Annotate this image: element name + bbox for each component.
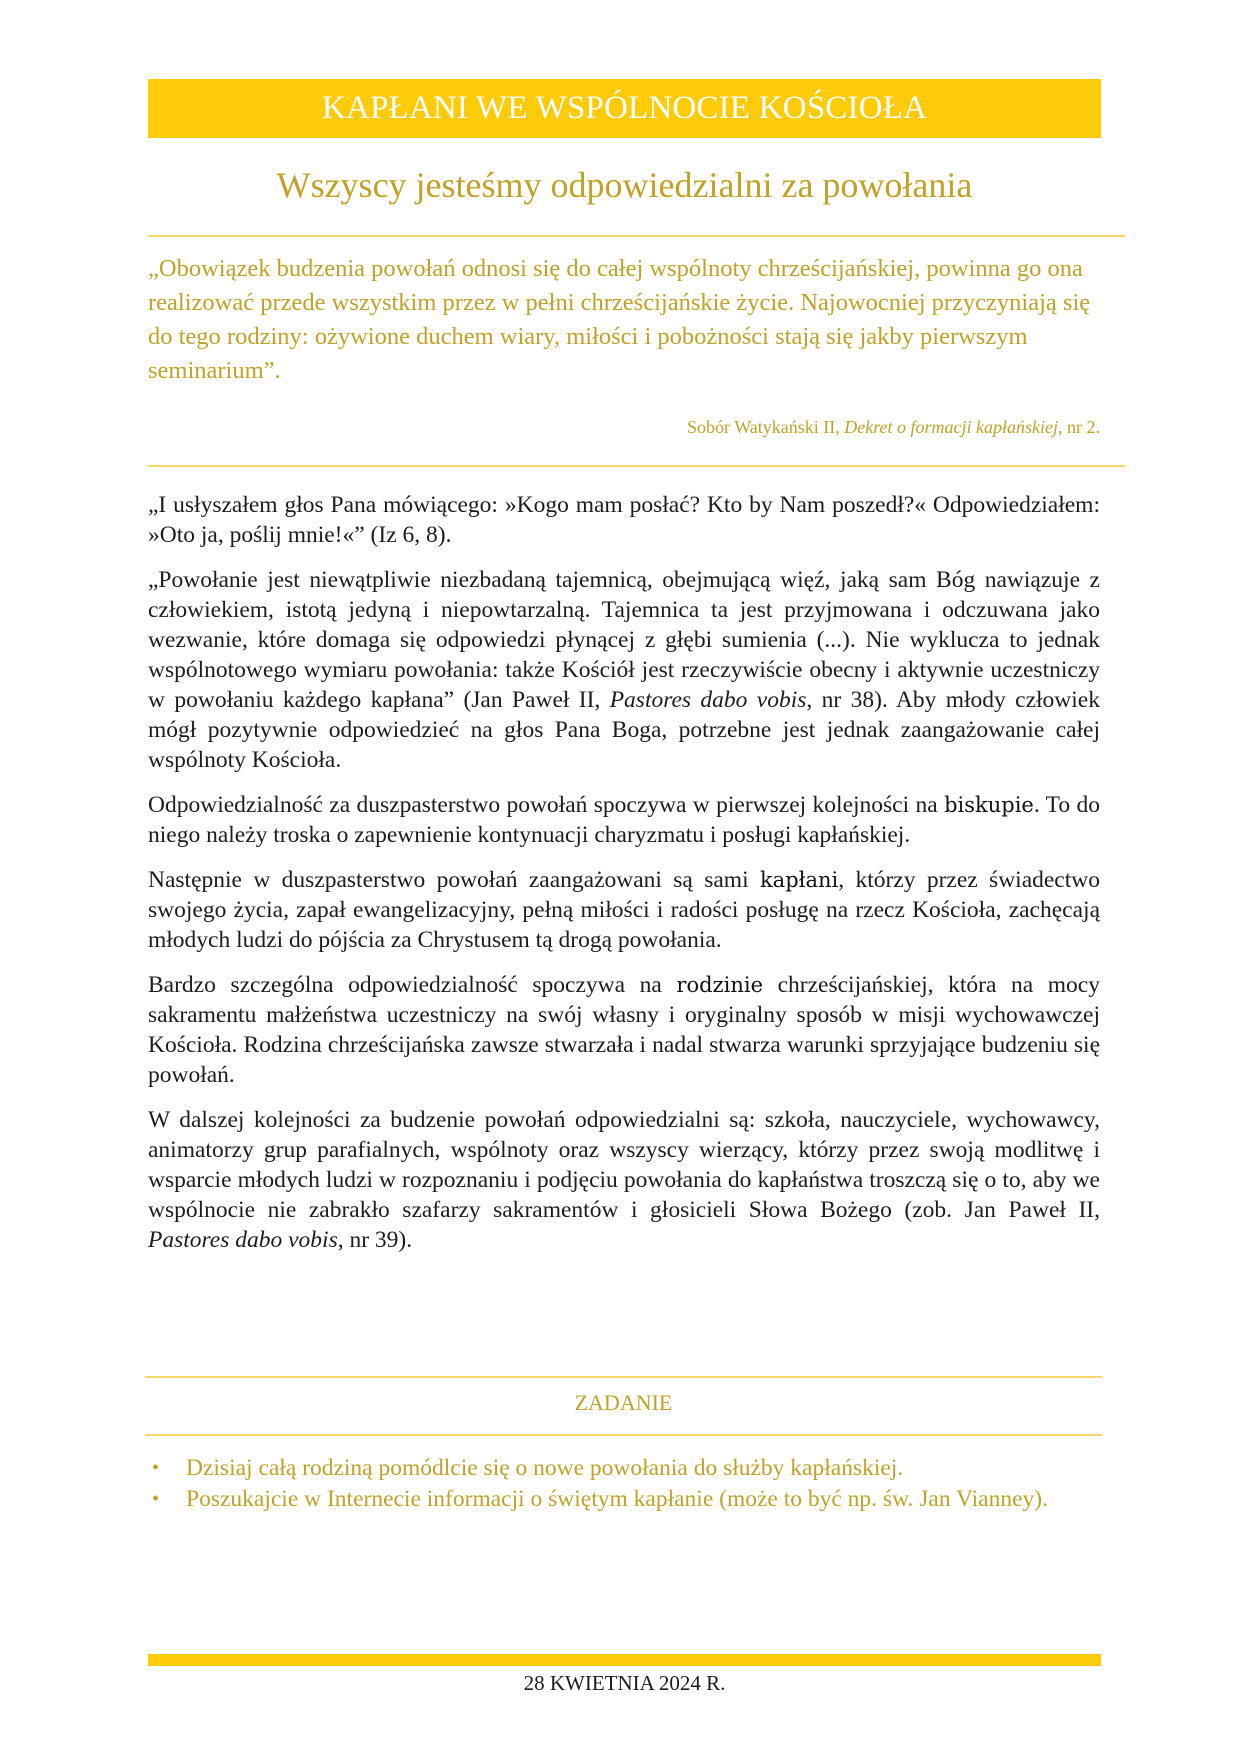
paragraph-3-text-end: . To do niego należy troska o zapewnienie kontynuacji charyzmatu i posługi kapłańskiej. xyxy=(148,792,1100,848)
task-title: ZADANIE xyxy=(574,1390,673,1415)
divider-top xyxy=(148,235,1125,237)
bullet-icon: • xyxy=(152,1457,160,1479)
page-subtitle: Wszyscy jesteśmy odpowiedzialni za powołania xyxy=(276,165,973,205)
paragraph-4 xyxy=(148,865,1100,955)
quote-source-author: Sobór Watykański II, xyxy=(687,417,845,437)
footer-bar xyxy=(148,1654,1101,1666)
body-text xyxy=(148,490,1100,1270)
paragraph-3-emphasis: biskupie xyxy=(944,793,1034,817)
paragraph-5-emphasis: rodzinie xyxy=(676,973,763,997)
paragraph-6 xyxy=(148,1105,1100,1255)
paragraph-2-citation: Pastores dabo vobis xyxy=(609,687,807,713)
paragraph-2-text-end: , nr 38). Aby młody człowiek mógł pozytywnie odpowiedzieć na głos Pana Boga, potrzebne jest jednak zaangażowanie całej wspólnoty Kościoła. xyxy=(148,687,1100,773)
paragraph-3 xyxy=(148,790,1100,850)
paragraph-5-text-end: chrześcijańskiej, która na mocy sakramentu małżeństwa uczestniczy na swój własny i oryginalny sposób w misji wychowawczej Kościoła. Rodzina chrześcijańska zawsze stwarzała i nadal stwarza warunki sprzyjające budzeniu się powołań. xyxy=(148,972,1100,1088)
task-item-text: Poszukajcie w Internecie informacji o świętym kapłanie (może to być np. św. Jan Vianney). xyxy=(186,1486,1048,1512)
paragraph-6-citation: Pastores dabo vobis xyxy=(148,1227,338,1253)
quote-source xyxy=(148,417,1100,438)
paragraph-1: „I usłyszałem głos Pana mówiącego: »Kogo mam posłać? Kto by Nam poszedł?« Odpowiedziałem: »Oto ja, poślij mnie!«” (Iz 6, 8). xyxy=(148,492,1100,548)
paragraph-4-text-end: , którzy przez świadectwo swojego życia, zapał ewangelizacyjny, pełną miłości i radości posługę na rzecz Kościoła, zachęcają młodych ludzi do pójścia za Chrystusem tą drogą powołania. xyxy=(148,867,1100,953)
divider-quote-bottom xyxy=(148,465,1125,467)
paragraph-6-text-end: , nr 39). xyxy=(337,1227,413,1253)
banner-title: KAPŁANI WE WSPÓLNOCIE KOŚCIOŁA xyxy=(321,90,928,126)
task-item-text: Dzisiaj całą rodziną pomódlcie się o nowe powołania do służby kapłańskiej. xyxy=(186,1455,904,1481)
paragraph-5 xyxy=(148,970,1100,1090)
task-item xyxy=(148,1453,1100,1484)
quote-block: „Obowiązek budzenia powołań odnosi się do całej wspólnoty chrześcijańskiej, powinna go ona realizować przede wszystkim przez w pełni chrześcijańskie życie. Najowocniej przyczyniają się do tego rodziny: ożywione duchem wiary, miłości i pobożności stają się jakby pierwszym seminarium”. xyxy=(148,255,1091,384)
paragraph-5-text: Bardzo szczególna odpowiedzialność spoczywa na xyxy=(148,972,677,998)
paragraph-6-text: W dalszej kolejności za budzenie powołań odpowiedzialni są: szkoła, nauczyciele, wychowawcy, animatorzy grup parafialnych, wspólnoty oraz wszyscy wierzący, którzy przez swoją modlitwę i wsparcie młodych ludzi w rozpoznaniu i podjęciu powołania do kapłaństwa troszczą się o to, aby we wspólnocie nie zabrakło szafarzy sakramentów i głosicieli Słowa Bożego (zob. Jan Paweł II, xyxy=(148,1107,1100,1223)
task-item xyxy=(148,1484,1100,1515)
task-list xyxy=(148,1453,1100,1515)
paragraph-2-text: „Powołanie jest niewątpliwie niezbadaną tajemnicą, obejmującą więź, jaką sam Bóg nawiązuje z człowiekiem, istotą jedyną i niepowtarzalną. Tajemnica ta jest przyjmowana i odczuwana jako wezwanie, które domaga się odpowiedzi płynącej z głębi sumienia (...). Nie wyklucza to jednak wspólnotowego wymiaru powołania: także Kościół jest rzeczywiście obecny i aktywnie uczestniczy w powołaniu każdego kapłana” (Jan Paweł II, xyxy=(148,567,1100,713)
quote-source-ref: , nr 2. xyxy=(1058,417,1100,437)
paragraph-2 xyxy=(148,565,1100,775)
bullet-icon: • xyxy=(152,1488,160,1510)
divider-task-top xyxy=(145,1376,1102,1378)
quote-source-title: Dekret o formacji kapłańskiej xyxy=(844,417,1058,437)
paragraph-3-text: Odpowiedzialność za duszpasterstwo powołań spoczywa w pierwszej kolejności na xyxy=(148,792,945,818)
header-banner xyxy=(148,79,1101,138)
footer-date: 28 KWIETNIA 2024 R. xyxy=(523,1671,726,1695)
divider-task-bottom xyxy=(145,1434,1102,1436)
paragraph-4-emphasis: kapłani xyxy=(759,868,839,892)
paragraph-4-text: Następnie w duszpasterstwo powołań zaangażowani są sami xyxy=(148,867,760,893)
